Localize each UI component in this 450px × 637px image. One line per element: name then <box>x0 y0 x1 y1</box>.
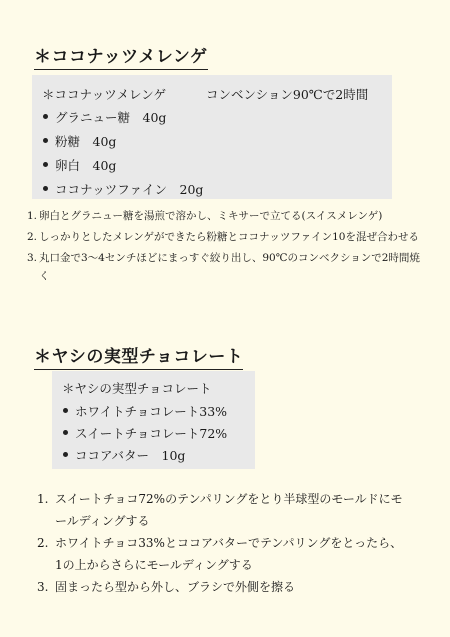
ingredients-box-meringue <box>32 75 392 199</box>
step-text: 固まったら型から外し、ブラシで外側を擦る <box>55 580 296 594</box>
section-heading-palm-chocolate: ＊ヤシの実型チョコレート <box>34 342 243 370</box>
ingredient-item: ココナッツファイン 20g <box>43 180 203 198</box>
step-text: しっかりとしたメレンゲができたら粉糖とココナッツファイン10を混ぜ合わせる <box>39 231 419 243</box>
baking-note: コンベンション90℃で2時間 <box>205 87 369 102</box>
step-number: 3. <box>37 580 49 594</box>
step-text: 卵白とグラニュー糖を湯煎で溶かし、ミキサーで立てる(スイスメレンゲ) <box>39 210 383 222</box>
steps-list-meringue <box>27 207 422 288</box>
ingredient-list-meringue <box>43 108 203 198</box>
ingredient-item: ホワイトチョコレート33% <box>63 402 227 420</box>
ingredient-item: グラニュー糖 40g <box>43 108 203 126</box>
ingredient-item: スイートチョコレート72% <box>63 424 227 442</box>
step-item <box>27 249 422 285</box>
step-text: ホワイトチョコ33%とココアバターでテンパリングをとったら、1の上からさらにモールディングする <box>55 536 403 572</box>
step-number: 2. <box>37 536 49 550</box>
step-text: スイートチョコ72%のテンパリングをとり半球型のモールドにモールディングする <box>55 492 403 528</box>
step-item <box>37 532 407 576</box>
step-item <box>37 576 407 598</box>
box-title-text: ＊ココナッツメレンゲ <box>42 87 166 102</box>
step-item <box>37 488 407 532</box>
ingredients-box-title <box>42 85 368 103</box>
step-number: 2. <box>27 231 38 243</box>
step-item <box>27 207 422 225</box>
ingredient-list-chocolate <box>63 402 227 464</box>
ingredients-box-title: ＊ヤシの実型チョコレート <box>62 381 212 396</box>
step-number: 1. <box>37 492 49 506</box>
section-heading-coconut-meringue: ＊ココナッツメレンゲ <box>34 42 208 70</box>
step-number: 3. <box>27 252 38 264</box>
step-text: 丸口金で3〜4センチほどにまっすぐ絞り出し、90℃のコンベクションで2時間焼く <box>39 252 420 282</box>
ingredient-item: 卵白 40g <box>43 156 203 174</box>
steps-list-chocolate <box>37 488 407 598</box>
step-item <box>27 228 422 246</box>
ingredient-item: ココアバター 10g <box>63 446 227 464</box>
ingredients-box-chocolate <box>52 371 255 469</box>
step-number: 1. <box>27 210 38 222</box>
ingredient-item: 粉糖 40g <box>43 132 203 150</box>
